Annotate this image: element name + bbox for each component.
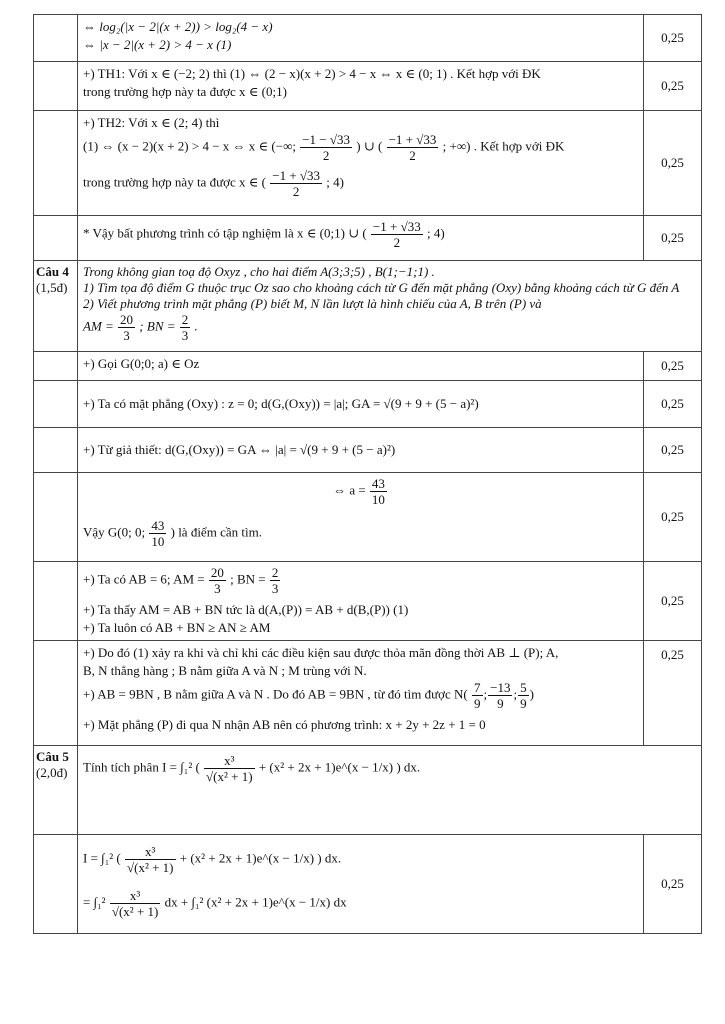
- score-cell: [644, 62, 702, 111]
- fraction: [149, 518, 166, 549]
- denominator: 10: [151, 534, 165, 549]
- numerator: 20: [210, 565, 224, 580]
- fraction: [472, 680, 483, 711]
- fraction: [270, 168, 322, 199]
- problem-line: Trong không gian toạ độ Oxyz , cho hai điểm A(3;3;5) , B(1;−1;1) .: [83, 264, 435, 279]
- fraction: [180, 312, 191, 343]
- score-cell: [644, 352, 702, 381]
- text-line: +) TH1: Với x ∈ (−2; 2) thì (1) ⇔ (2 − x)(x + 2) > 4 − x ⇔ x ∈ (0; 1) . Kết hợp với ĐK: [83, 66, 541, 81]
- expr-part: +) Ta có AB = 6; AM =: [83, 571, 205, 587]
- numerator: −1 + √33: [388, 132, 437, 147]
- question-cell: [34, 381, 78, 428]
- score-cell: [644, 473, 702, 562]
- table-row: [34, 352, 702, 381]
- score-cell: [644, 562, 702, 641]
- denominator: 9: [497, 696, 504, 711]
- denominator: 2: [292, 184, 300, 199]
- text-line: +) Ta thấy AM = AB + BN tức là d(A,(P)) = AB + d(B,(P)) (1): [83, 602, 409, 617]
- text-line: +) Ta có mặt phẳng (Oxy) : z = 0; d(G,(Oxy)) = |a|; GA = √(9 + 9 + (5 − a)²): [83, 396, 479, 411]
- text-line: +) Do đó (1) xảy ra khi và chỉ khi các điều kiện sau được thỏa mãn đồng thời AB ⊥ (P); A,: [83, 645, 559, 660]
- table-row: [34, 641, 702, 746]
- score: 0,25: [661, 230, 684, 245]
- numerator: 7: [474, 680, 481, 695]
- fraction: [488, 680, 512, 711]
- problem-statement: [78, 261, 702, 352]
- numerator: −13: [490, 680, 511, 695]
- numerator: 43: [151, 518, 165, 533]
- text-line: B, N thẳng hàng ; B nằm giữa A và N ; M trùng với N.: [83, 663, 367, 678]
- numerator: x³: [204, 753, 255, 769]
- expr-part: ) ∪ (: [356, 138, 383, 154]
- text-line: +) TH2: Với x ∈ (2; 4) thì: [83, 115, 220, 130]
- score: 0,25: [661, 358, 684, 373]
- expr-part: ; 4): [326, 174, 344, 190]
- table-row: [34, 216, 702, 261]
- content-cell: [78, 835, 644, 934]
- content-cell: [78, 216, 644, 261]
- score-cell: [644, 111, 702, 216]
- question-cell: [34, 261, 78, 352]
- numerator: 43: [371, 476, 385, 491]
- numerator: 5: [520, 680, 527, 695]
- expr-part: Vậy G(0; 0;: [83, 524, 146, 540]
- denominator: 3: [271, 581, 279, 596]
- text-line: +) AB = 9BN , B nằm giữa A và N . Do đó AB = 9BN , từ đó tìm được N( $\frac{7}{9}$ ; $\frac{-13}{9}$ ; $\frac{5}{9}$ ): [83, 680, 534, 711]
- expr-part: + (x² + 2x + 1)e^(x − 1/x) ) dx.: [179, 850, 342, 866]
- denominator: 2: [409, 148, 416, 163]
- numerator: 2: [181, 312, 189, 327]
- numerator: x³: [125, 844, 176, 860]
- score-cell: [644, 381, 702, 428]
- text-line: +) Ta luôn có AB + BN ≥ AN ≥ AM: [83, 620, 271, 635]
- expr-part: I = ∫₁² (: [83, 850, 121, 866]
- question-cell: [34, 15, 78, 62]
- expr-part: ) là điểm cần tìm.: [170, 524, 262, 540]
- question-cell: [34, 62, 78, 111]
- fraction: [370, 476, 387, 507]
- denominator: 3: [214, 581, 221, 596]
- numerator: −1 − √33: [302, 132, 351, 147]
- score: 0,25: [661, 593, 684, 608]
- score-cell: [644, 216, 702, 261]
- question-cell: [34, 111, 78, 216]
- expr-part: trong trường hợp này ta được x ∈ (: [83, 174, 266, 190]
- problem-statement: [78, 746, 702, 835]
- score: 0,25: [661, 78, 684, 93]
- expr-part: = ∫₁²: [83, 894, 106, 910]
- table-row: [34, 62, 702, 111]
- question-label: Câu 4: [36, 264, 69, 279]
- question-cell: [34, 835, 78, 934]
- fraction: [209, 565, 226, 596]
- fraction: [300, 132, 352, 163]
- score-cell: [644, 641, 702, 746]
- question-cell: [34, 216, 78, 261]
- text-line: [83, 132, 638, 168]
- question-points: (2,0đ): [36, 765, 68, 780]
- expr-part: ; +∞) . Kết hợp với ĐK: [442, 138, 565, 154]
- table-row: [34, 473, 702, 562]
- numerator: x³: [110, 888, 161, 904]
- content-cell: [78, 428, 644, 473]
- expr-part: +) AB = 9BN , B nằm giữa A và N . Do đó AB = 9BN , từ đó tìm được N(: [83, 686, 468, 702]
- denominator: 9: [474, 696, 481, 711]
- score-cell: [644, 15, 702, 62]
- score: 0,25: [661, 30, 684, 45]
- denominator: 3: [181, 328, 189, 343]
- table-row: [34, 111, 702, 216]
- denominator: 10: [371, 492, 385, 507]
- expr-part: AM =: [83, 318, 114, 334]
- expr-part: ⇔ a =: [333, 482, 366, 498]
- fraction: [125, 844, 176, 875]
- denominator: 2: [322, 148, 330, 163]
- table-row: [34, 428, 702, 473]
- content-cell: [78, 111, 644, 216]
- content-cell: [78, 352, 644, 381]
- text-line: +) Mặt phẳng (P) đi qua N nhận AB nên có phương trình: x + 2y + 2z + 1 = 0: [83, 717, 486, 732]
- score: 0,25: [661, 396, 684, 411]
- numerator: 2: [271, 565, 279, 580]
- text-line: [83, 518, 638, 554]
- fraction: [270, 565, 281, 596]
- table-row: [34, 261, 702, 352]
- score: 0,25: [661, 876, 684, 891]
- expr-part: ; 4): [426, 225, 445, 241]
- table-row: [34, 835, 702, 934]
- text-line: [83, 219, 638, 255]
- equation-line: ⇔ log₂(|x − 2|(x + 2)) > log₂(4 − x): [83, 19, 273, 34]
- problem-line: [83, 753, 696, 789]
- numerator: −1 + √33: [272, 168, 321, 183]
- question-cell: [34, 641, 78, 746]
- content-cell: [78, 15, 644, 62]
- expr-part: * Vậy bất phương trình có tập nghiệm là x ∈ (0;1) ∪ (: [83, 225, 367, 241]
- question-label: Câu 5: [36, 749, 69, 764]
- score: 0,25: [661, 155, 684, 170]
- fraction: [371, 219, 423, 250]
- content-cell: [78, 562, 644, 641]
- denominator: 3: [123, 328, 130, 343]
- fraction: [110, 888, 161, 919]
- denominator: √(x² + 1): [126, 860, 174, 875]
- text-line: trong trường hợp này ta được x ∈ (0;1): [83, 84, 287, 99]
- expr-part: ; BN =: [230, 571, 266, 587]
- question-cell: [34, 473, 78, 562]
- text-line: +) Từ giả thiết: d(G,(Oxy)) = GA ⇔ |a| = √(9 + 9 + (5 − a)²): [83, 442, 396, 457]
- denominator: √(x² + 1): [111, 904, 159, 919]
- fraction: [118, 312, 135, 343]
- expr-part: ; BN =: [139, 318, 176, 334]
- question-cell: [34, 746, 78, 835]
- content-cell: [78, 381, 644, 428]
- problem-line: 1) Tìm tọa độ điểm G thuộc trục Oz sao cho khoảng cách từ G đến mặt phẳng (Oxy) bằng khoảng cách từ G đến A: [83, 280, 680, 295]
- question-cell: [34, 428, 78, 473]
- expr-part: .: [194, 318, 198, 334]
- text-line: [83, 168, 638, 204]
- numerator: 20: [120, 312, 134, 327]
- fraction: [204, 753, 255, 784]
- expr-part: ): [529, 686, 534, 702]
- fraction: [518, 680, 529, 711]
- score: 0,25: [661, 509, 684, 524]
- question-cell: [34, 562, 78, 641]
- text-line: +) Gọi G(0;0; a) ∈ Oz: [83, 356, 200, 371]
- table-row: [34, 381, 702, 428]
- score-cell: [644, 428, 702, 473]
- expr-part: + (x² + 2x + 1)e^(x − 1/x) ) dx.: [258, 759, 421, 775]
- table-row: [34, 746, 702, 835]
- equation-line: ⇔ |x − 2|(x + 2) > 4 − x (1): [83, 37, 232, 52]
- expr-part: dx + ∫₁² (x² + 2x + 1)e^(x − 1/x) dx: [164, 894, 347, 910]
- score-cell: [644, 835, 702, 934]
- text-line: [83, 844, 638, 880]
- content-cell: [78, 62, 644, 111]
- table-row: [34, 562, 702, 641]
- score: 0,25: [661, 442, 684, 457]
- question-points: (1,5đ): [36, 280, 68, 295]
- problem-line: 2) Viết phương trình mặt phẳng (P) biết M, N lần lượt là hình chiếu của A, B trên (P) và: [83, 296, 542, 311]
- table-row: [34, 15, 702, 62]
- problem-line: [83, 312, 696, 348]
- score: 0,25: [661, 647, 684, 662]
- text-line: [83, 476, 638, 512]
- numerator: −1 + √33: [372, 219, 421, 234]
- denominator: √(x² + 1): [206, 769, 253, 784]
- question-cell: [34, 352, 78, 381]
- text-line: [83, 888, 638, 924]
- content-cell: [78, 641, 644, 746]
- expr-part: Tính tích phân I = ∫₁² (: [83, 759, 200, 775]
- fraction: [387, 132, 439, 163]
- denominator: 2: [393, 235, 401, 250]
- answer-table: [33, 14, 702, 934]
- content-cell: [78, 473, 644, 562]
- expr-part: (1) ⇔ (x − 2)(x + 2) > 4 − x ⇔ x ∈ (−∞;: [83, 138, 296, 154]
- denominator: 9: [520, 696, 527, 711]
- text-line: [83, 565, 638, 601]
